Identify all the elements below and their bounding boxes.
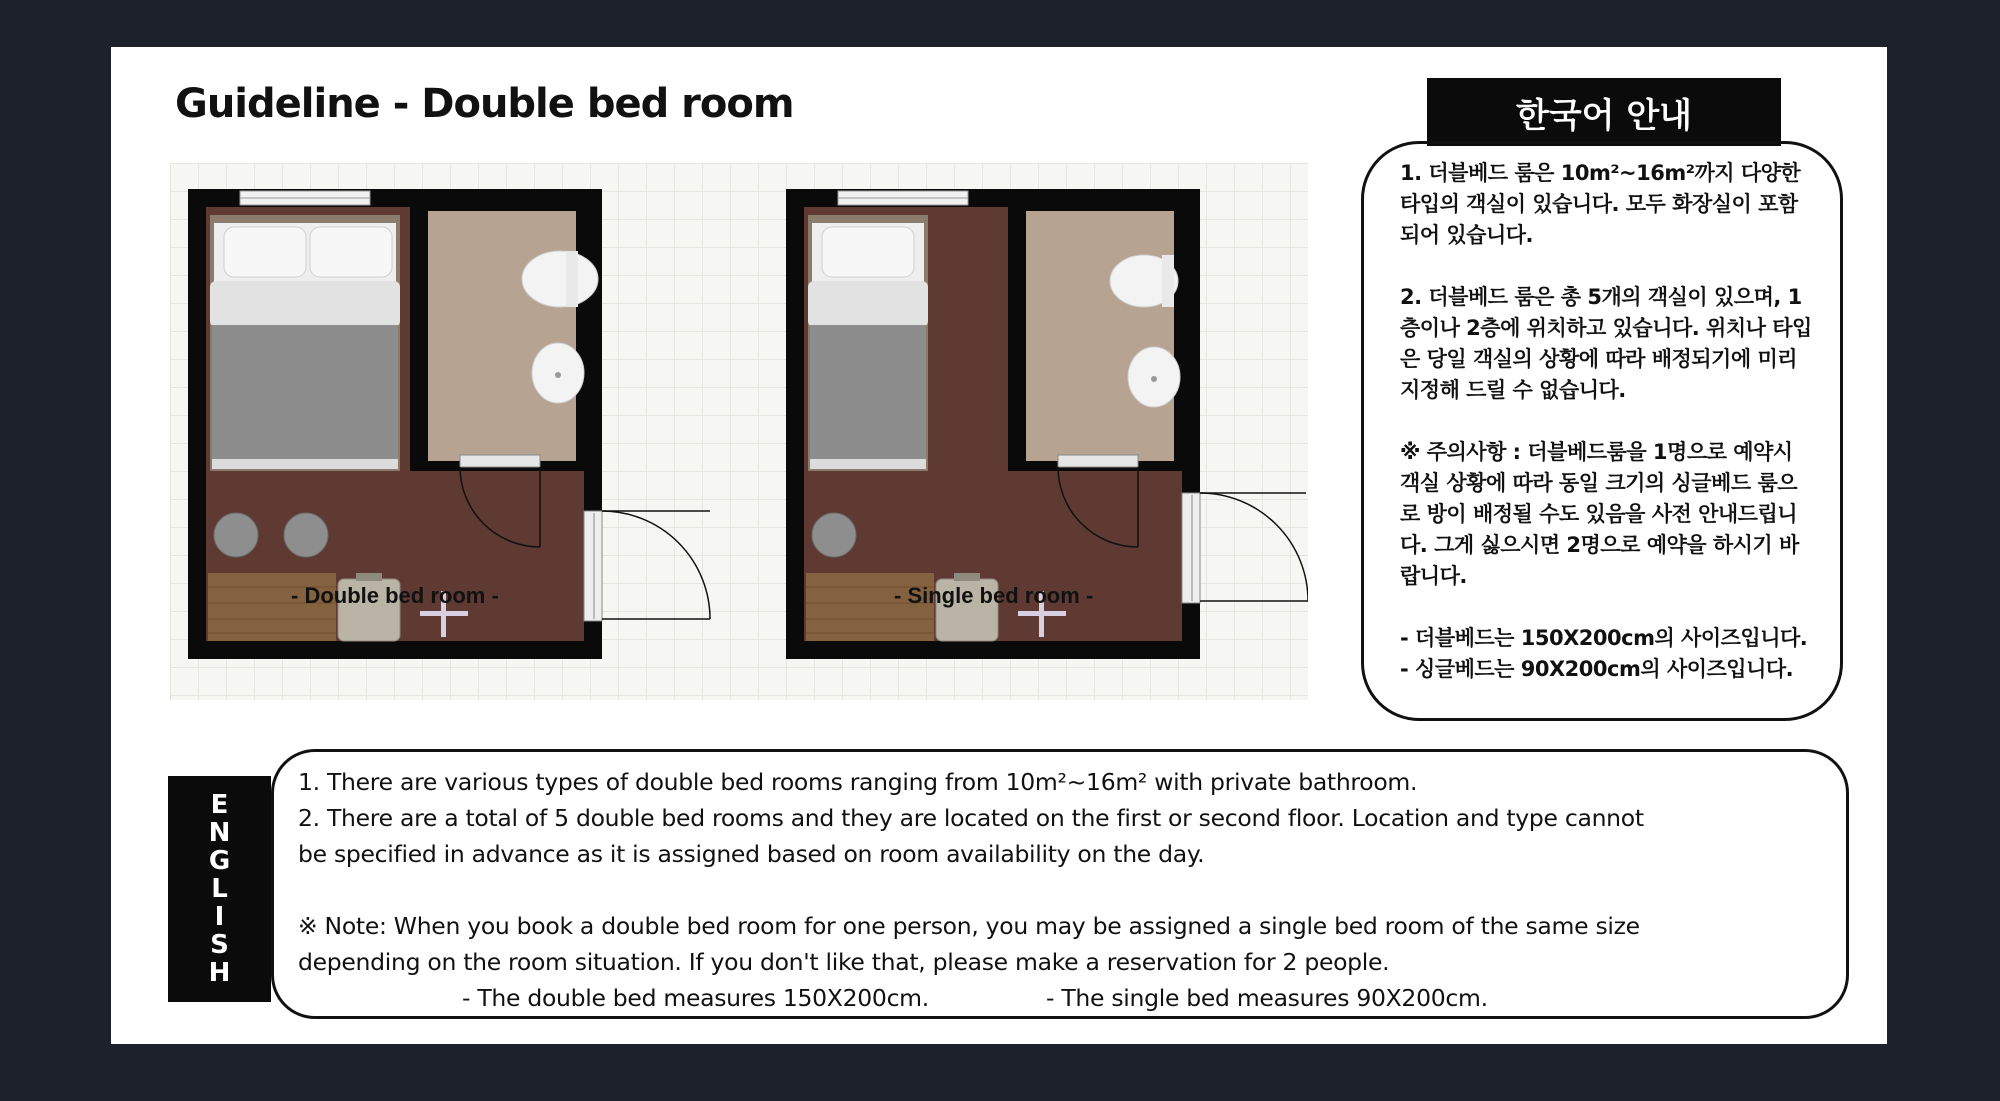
english-guide-box: [271, 749, 1849, 1019]
english-note-line-1: ※ Note: When you book a double bed room for one person, you may be assigned a single bed room of the same size: [298, 912, 1640, 940]
english-double-bed-size: - The double bed measures 150X200cm.: [462, 984, 929, 1012]
korean-paragraph-3: ※ 주의사항 : 더블베드룸을 1명으로 예약시 객실 상황에 따라 동일 크기의 싱글베드 룸으로 방이 배정될 수도 있음을 사전 안내드립니다. 그게 싫으시면 2명으로 예약을 하시기 바랍니다.: [1400, 440, 1799, 588]
english-guide-tab: E N G L I S H: [168, 776, 271, 1002]
korean-guide-tab: 한국어 안내: [1427, 78, 1781, 146]
korean-paragraph-2: 2. 더블베드 룸은 총 5개의 객실이 있으며, 1층이나 2층에 위치하고 있습니다. 위치나 타입은 당일 객실의 상황에 따라 배정되기에 미리 지정해 드릴 수 없습니다.: [1400, 285, 1812, 402]
english-line-3: be specified in advance as it is assigned based on room availability on the day.: [298, 840, 1205, 868]
english-line-2: 2. There are a total of 5 double bed rooms and they are located on the first or second floor. Location and type cannot: [298, 804, 1644, 832]
floor-plans: [170, 163, 1308, 700]
korean-single-bed-size: - 싱글베드는 90X200cm의 사이즈입니다.: [1400, 657, 1794, 681]
page-title: Guideline - Double bed room: [175, 81, 794, 127]
english-note-line-2: depending on the room situation. If you don't like that, please make a reservation for 2 people.: [298, 948, 1390, 976]
korean-paragraph-1: 1. 더블베드 룸은 10m²~16m²까지 다양한 타입의 객실이 있습니다. 모두 화장실이 포함되어 있습니다.: [1400, 161, 1801, 247]
english-bed-sizes: [298, 980, 1816, 1016]
korean-guide-box: [1361, 141, 1843, 721]
floor-plan-area: [170, 163, 1308, 700]
english-line-1: 1. There are various types of double bed rooms ranging from 10m²~16m² with private bathroom.: [298, 768, 1418, 796]
english-single-bed-size: - The single bed measures 90X200cm.: [1046, 984, 1488, 1012]
guideline-image: [111, 47, 1887, 1044]
korean-double-bed-size: - 더블베드는 150X200cm의 사이즈입니다.: [1400, 626, 1808, 650]
caption-double-bed-room: - Double bed room -: [291, 583, 499, 608]
caption-single-bed-room: - Single bed room -: [894, 583, 1094, 608]
